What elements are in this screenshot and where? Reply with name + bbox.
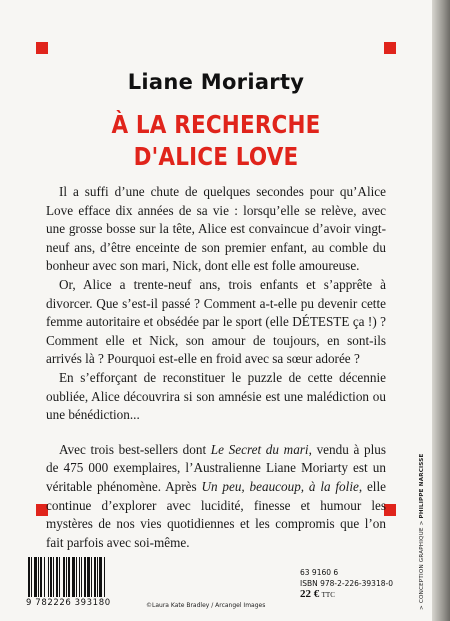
book-title-line-2: D'ALICE LOVE [133,142,299,171]
blurb-paragraph-4 [46,441,386,553]
barcode-bar [28,557,30,597]
barcode-bar [50,557,52,597]
barcode-bar [91,557,92,597]
barcode-bar [94,557,96,597]
photo-credit: ©Laura Kate Bradley / Arcangel Images [146,602,266,609]
barcode-bar [63,557,65,597]
author-name: Liane Moriarty [127,70,305,94]
barcode-bar [72,557,75,597]
barcode [26,557,140,601]
barcode-bar [79,557,80,597]
barcode-bar [44,557,45,597]
barcode-bar [99,557,102,597]
blurb-p4-text-e: , elle continue d’explorer avec lucidité, finesse et humour les mystères de nos vies quotidiennes et les compromis que l’on fait parfois avec soi-même. [46,478,386,550]
barcode-bar [84,557,86,597]
barcode-bar [66,557,67,597]
design-credit-name: PHILIPPE NARCISSE [419,453,425,519]
blurb [46,183,386,552]
reference-number: 63 9160 6 [300,568,339,577]
barcode-bar [97,557,98,597]
corner-square-top-right [384,42,396,54]
barcode-bar [38,557,39,597]
spine-edge [432,0,450,621]
barcode-bar [31,557,32,597]
barcode-bar [48,557,49,597]
price-ttc: TTC [321,591,335,599]
barcode-bar [53,557,54,597]
blurb-paragraph-2: Or, Alice a trente-neuf ans, trois enfants et s’apprête à divorcer. Que s’est-il passé ? Comment a-t-elle pu devenir cette femme autoritaire et obsédée par le sport (elle DÉTESTE ça !) ? Comment elle et Nick, son amour de toujours, en sont-ils arrivés là ? Pourquoi est-elle en froid avec sa sœur adorée ? [46,276,386,367]
blurb-p4-text-c: , vendu à plus de 475 000 exemplaires, l’Australienne Liane Moriarty est un véritable phénomène. Après [46,441,386,494]
barcode-bar [34,557,37,597]
design-credit-prefix: > CONCEPTION GRAPHIQUE > [419,518,425,610]
blurb-p4-title-1: Le Secret du mari [210,441,309,457]
price-block [300,567,393,601]
barcode-bar [76,557,77,597]
barcode-bar [81,557,82,597]
blurb-p4-text-a: Avec trois best-sellers dont [59,441,211,457]
isbn: ISBN 978-2-226-39318-0 [300,579,393,588]
price-line [300,589,393,601]
book-title-line-1: À LA RECHERCHE [111,110,321,139]
blurb-paragraph-1: Il a suffi d’une chute de quelques secondes pour qu’Alice Love efface dix années de sa vie : lorsqu’elle se relève, avec une grosse bosse sur la tête, Alice est convaincue d’avoir vingt-neuf ans, d’être enceinte de son premier enfant, au comble du bonheur avec son mari, Nick, dont elle est folle amoureuse. [46,184,386,274]
design-credit [419,453,425,610]
blurb-p4-title-2: Un peu, beaucoup, à la folie [201,478,359,494]
price: 22 € [300,588,320,600]
blurb-paragraph-3: En s’efforçant de reconstituer le puzzle de cette décennie oubliée, Alice découvrira si son amnésie est une malédiction ou une bénédiction... [46,369,386,423]
barcode-bar [40,557,42,597]
barcode-bar [68,557,70,597]
barcode-bar [104,557,105,597]
barcode-bar [59,557,60,597]
barcode-bar [87,557,90,597]
barcode-bar [56,557,58,597]
barcode-number: 9 782226 393180 [26,598,111,608]
corner-square-top-left [36,42,48,54]
